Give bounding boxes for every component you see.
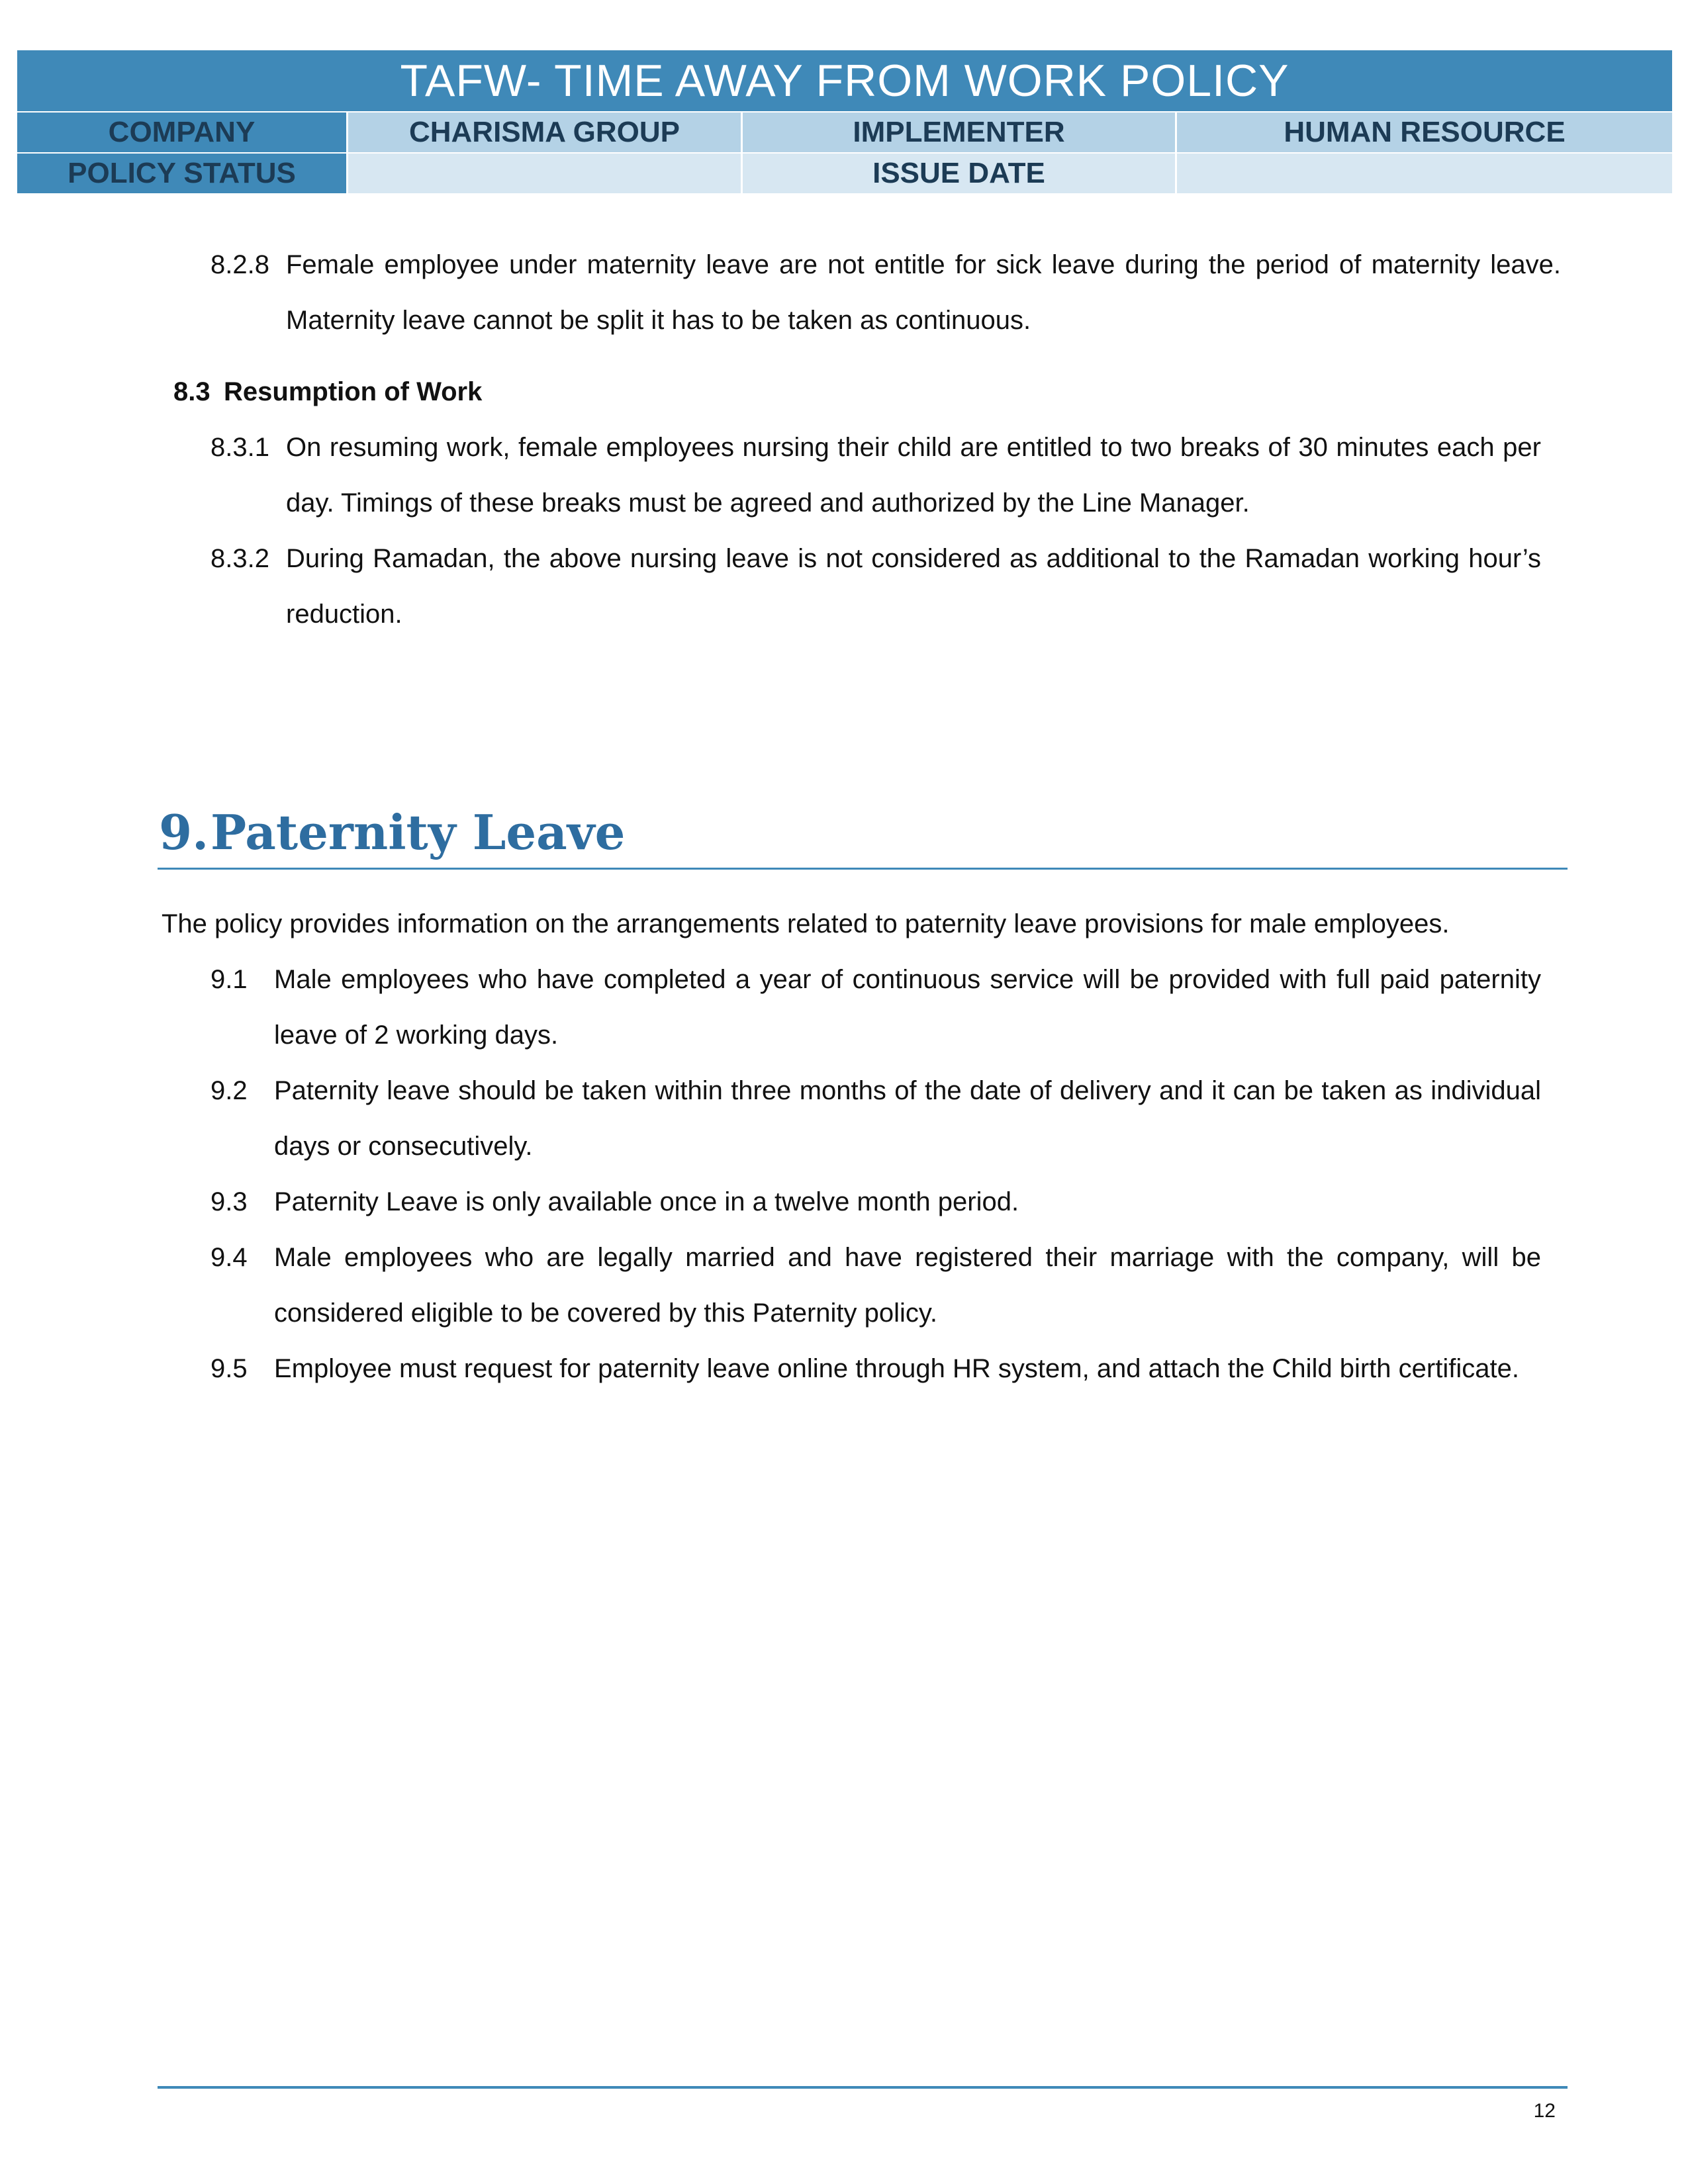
policy-title: TAFW- TIME AWAY FROM WORK POLICY	[17, 50, 1672, 111]
clause-8-2-8	[211, 237, 1561, 348]
clause-text: Male employees who are legally married and have registered their marriage with the company, will be considered eligible to be covered by this Paternity policy.	[274, 1243, 1541, 1328]
clause-number: 9.2	[211, 1076, 248, 1105]
clause-8-3-2	[211, 531, 1541, 642]
policy-status-value	[348, 154, 743, 193]
section-title: Paternity Leave	[211, 804, 626, 860]
header-row-status	[17, 152, 1672, 193]
clause-text: During Ramadan, the above nursing leave is not considered as additional to the Ramadan working hour’s reduction.	[286, 544, 1541, 629]
issue-date-label: ISSUE DATE	[743, 154, 1177, 193]
clause-text: Employee must request for paternity leave online through HR system, and attach the Child birth certificate.	[274, 1354, 1519, 1383]
issue-date-value	[1177, 154, 1672, 193]
clause-number: 8.3.2	[211, 544, 269, 573]
subsection-heading-8-3	[173, 364, 482, 420]
clause-9-1	[211, 952, 1541, 1063]
clause-text: Paternity leave should be taken within three months of the date of delivery and it can be taken as individual days or consecutively.	[274, 1076, 1541, 1161]
section-heading-paternity-leave	[159, 799, 1566, 866]
clause-text: Male employees who have completed a year of continuous service will be provided with full paid paternity leave of 2 working days.	[274, 965, 1541, 1050]
clause-9-2	[211, 1063, 1541, 1174]
section-intro: The policy provides information on the arrangements related to paternity leave provisions for male employees.	[162, 909, 1450, 938]
section-number: 9.	[159, 804, 209, 860]
clause-number: 9.4	[211, 1243, 248, 1272]
page-number: 12	[1533, 2100, 1556, 2122]
clause-8-3-1	[211, 420, 1541, 531]
clause-9-5	[211, 1341, 1541, 1396]
clause-9-4	[211, 1230, 1541, 1341]
company-value: CHARISMA GROUP	[348, 113, 743, 152]
footer-rule	[158, 2086, 1568, 2089]
clause-9-3	[211, 1174, 1541, 1230]
clause-text: Female employee under maternity leave are not entitle for sick leave during the period of maternity leave. Maternity leave cannot be split it has to be taken as continuous.	[286, 250, 1561, 335]
clause-number: 9.3	[211, 1187, 248, 1216]
implementer-label: IMPLEMENTER	[743, 113, 1177, 152]
implementer-value: HUMAN RESOURCE	[1177, 113, 1672, 152]
policy-status-label: POLICY STATUS	[17, 154, 348, 193]
clause-text: On resuming work, female employees nursing their child are entitled to two breaks of 30 minutes each per day. Timings of these breaks must be agreed and authorized by the Line Manager.	[286, 433, 1541, 518]
subsection-title: Resumption of Work	[224, 377, 483, 406]
clause-number: 8.2.8	[211, 250, 269, 279]
clause-number: 8.3.1	[211, 433, 269, 462]
heading-underline	[158, 868, 1568, 870]
company-label: COMPANY	[17, 113, 348, 152]
clause-number: 9.5	[211, 1354, 248, 1383]
policy-header	[17, 50, 1672, 193]
subsection-number: 8.3	[173, 377, 211, 406]
clause-text: Paternity Leave is only available once in a twelve month period.	[274, 1187, 1019, 1216]
clause-number: 9.1	[211, 965, 248, 994]
header-row-company	[17, 111, 1672, 152]
